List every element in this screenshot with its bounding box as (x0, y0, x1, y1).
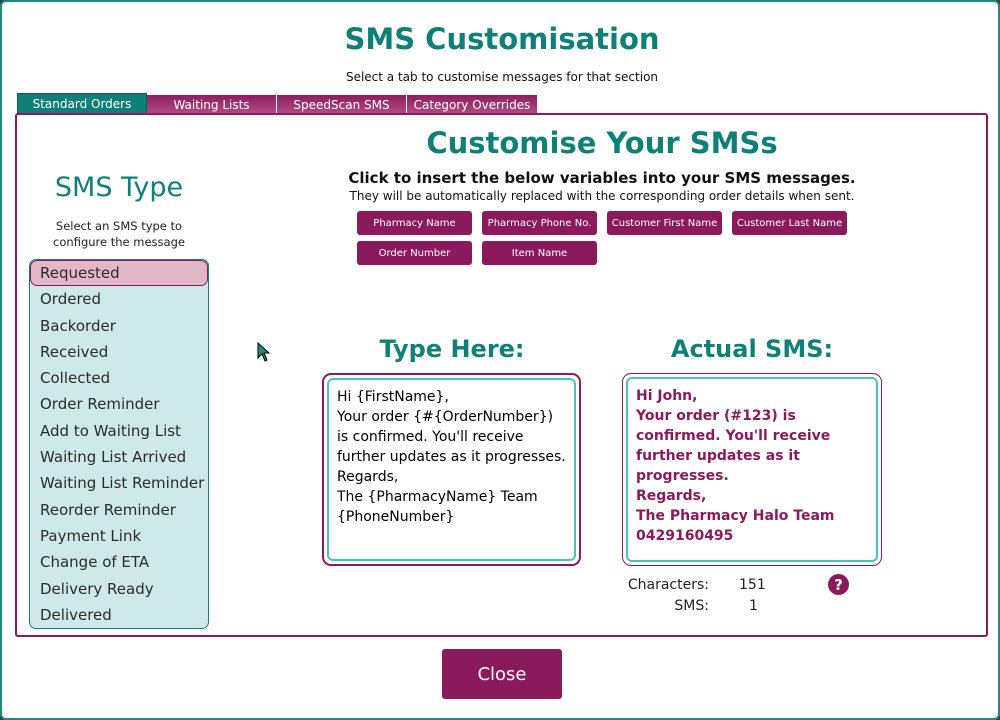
sms-type-item-collected[interactable]: Collected (40, 369, 111, 388)
sms-type-item-backorder[interactable]: Backorder (40, 316, 116, 335)
sms-stats (602, 577, 802, 619)
variables-instruction: Click to insert the below variables into your SMS messages. (348, 169, 856, 187)
message-editor[interactable] (322, 373, 581, 566)
sms-preview-text: Hi John, Your order (#123) is confirmed. You'll receive further updates as it progresses. Regards, The Pharmacy Halo Team 0429160495 (626, 377, 878, 562)
sms-type-heading: SMS Type (54, 172, 184, 203)
sms-type-item-change-of-eta[interactable]: Change of ETA (40, 553, 150, 572)
page-subtitle: Select a tab to customise messages for that section (345, 70, 659, 84)
sms-count-value: 1 (749, 598, 758, 614)
sms-type-item-received[interactable]: Received (40, 342, 109, 361)
customise-heading: Customise Your SMSs (426, 126, 778, 160)
variables-instruction-sub: They will be automatically replaced with the corresponding order details when sent. (349, 189, 855, 203)
sms-type-item-waiting-list-arrived[interactable]: Waiting List Arrived (40, 448, 187, 467)
preview-heading: Actual SMS: (670, 335, 834, 363)
characters-label: Characters: (627, 577, 709, 593)
sms-type-item-delivery-ready[interactable]: Delivery Ready (40, 579, 154, 598)
page-title: SMS Customisation (344, 22, 660, 56)
sms-type-item-order-reminder[interactable]: Order Reminder (40, 395, 160, 414)
close-button[interactable]: Close (442, 649, 562, 699)
editor-heading: Type Here: (379, 335, 525, 363)
variable-button-customer-first-name[interactable]: Customer First Name (607, 211, 722, 235)
characters-value: 151 (739, 577, 766, 593)
variable-button-order-number[interactable]: Order Number (357, 241, 472, 265)
tab-speedscan-sms[interactable]: SpeedScan SMS (277, 95, 407, 115)
sms-preview (622, 373, 882, 566)
tab-bar (17, 93, 537, 115)
sms-type-item-requested[interactable]: Requested (30, 260, 208, 286)
sms-type-item-reorder-reminder[interactable]: Reorder Reminder (40, 500, 176, 519)
sms-type-hint: Select an SMS type to configure the message (53, 219, 185, 249)
tab-standard-orders[interactable]: Standard Orders (17, 93, 147, 115)
sms-type-item-delivered[interactable]: Delivered (40, 605, 112, 624)
sms-type-item-waiting-list-reminder[interactable]: Waiting List Reminder (40, 474, 205, 493)
sms-type-item-ordered[interactable]: Ordered (40, 290, 102, 309)
sms-type-item-add-to-waiting-list[interactable]: Add to Waiting List (40, 421, 181, 440)
variable-button-pharmacy-name[interactable]: Pharmacy Name (357, 211, 472, 235)
variable-button-customer-last-name[interactable]: Customer Last Name (732, 211, 847, 235)
tab-waiting-lists[interactable]: Waiting Lists (147, 95, 277, 115)
tab-category-overrides[interactable]: Category Overrides (407, 95, 537, 115)
help-icon[interactable]: ? (828, 574, 849, 595)
sms-type-list (29, 259, 209, 629)
mouse-cursor-icon (257, 342, 271, 362)
variable-button-pharmacy-phone[interactable]: Pharmacy Phone No. (482, 211, 597, 235)
sms-type-item-payment-link[interactable]: Payment Link (40, 526, 142, 545)
variable-button-item-name[interactable]: Item Name (482, 241, 597, 265)
message-editor-text[interactable]: Hi {FirstName}, Your order {#{OrderNumber}) is confirmed. You'll receive further updates as it progresses. Regards, The {PharmacyName} Team {PhoneNumber} (327, 378, 576, 561)
sms-count-label: SMS: (674, 598, 709, 614)
